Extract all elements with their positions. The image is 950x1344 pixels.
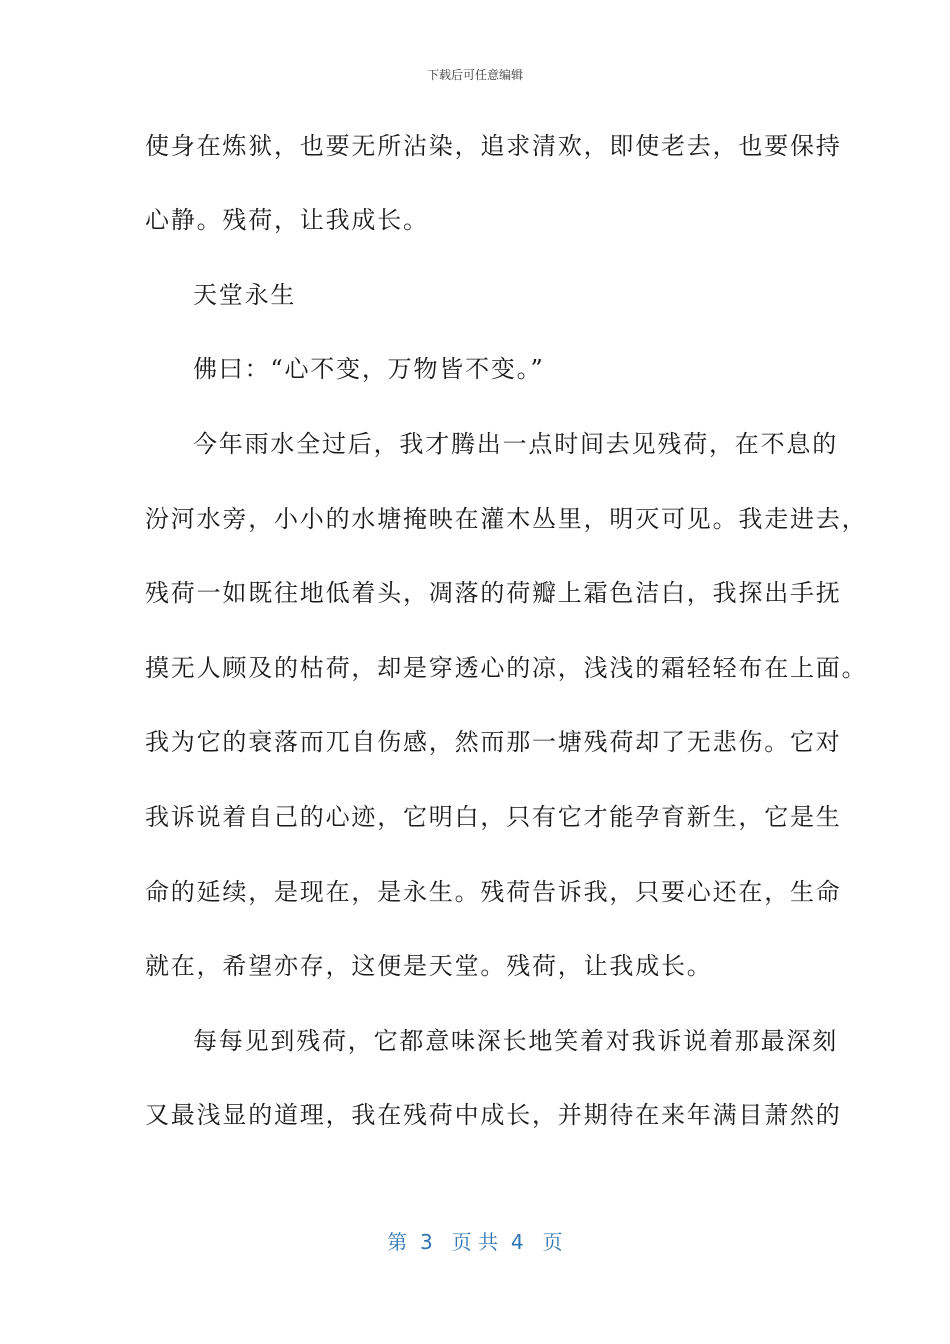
- body-line-8: 摸无人顾及的枯荷，却是穿透心的凉，浅浅的霜轻轻布在上面。: [145, 654, 868, 682]
- body-line-11: 命的延续，是现在，是永生。残荷告诉我，只要心还在，生命: [145, 878, 842, 906]
- body-line-14: 又最浅显的道理，我在残荷中成长，并期待在来年满目萧然的: [145, 1101, 842, 1129]
- body-line-5: 今年雨水全过后，我才腾出一点时间去见残荷，在不息的: [193, 430, 838, 458]
- body-line-2: 心静。残荷，让我成长。: [145, 206, 429, 234]
- body-line-1: 使身在炼狱，也要无所沾染，追求清欢，即使老去，也要保持: [145, 132, 842, 160]
- body-line-7: 残荷一如既往地低着头，凋落的荷瓣上霜色洁白，我探出手抚: [145, 579, 842, 607]
- body-line-9: 我为它的衰落而兀自伤感，然而那一塘残荷却了无悲伤。它对: [145, 728, 842, 756]
- page-header: 下载后可任意编辑: [426, 68, 523, 82]
- body-line-10: 我诉说着自己的心迹，它明白，只有它才能孕育新生，它是生: [145, 803, 842, 831]
- body-line-quote: 佛曰：“心不变，万物皆不变。”: [193, 355, 545, 383]
- page-number-footer: 第 3 页 共 4 页: [387, 1230, 563, 1254]
- body-line-6: 汾河水旁，小小的水塘掩映在灌木丛里，明灭可见。我走进去，: [145, 505, 868, 533]
- body-line-13: 每每见到残荷，它都意味深长地笑着对我诉说着那最深刻: [193, 1027, 838, 1055]
- section-heading: 天堂永生: [193, 281, 297, 309]
- body-line-12: 就在，希望亦存，这便是天堂。残荷，让我成长。: [145, 952, 713, 980]
